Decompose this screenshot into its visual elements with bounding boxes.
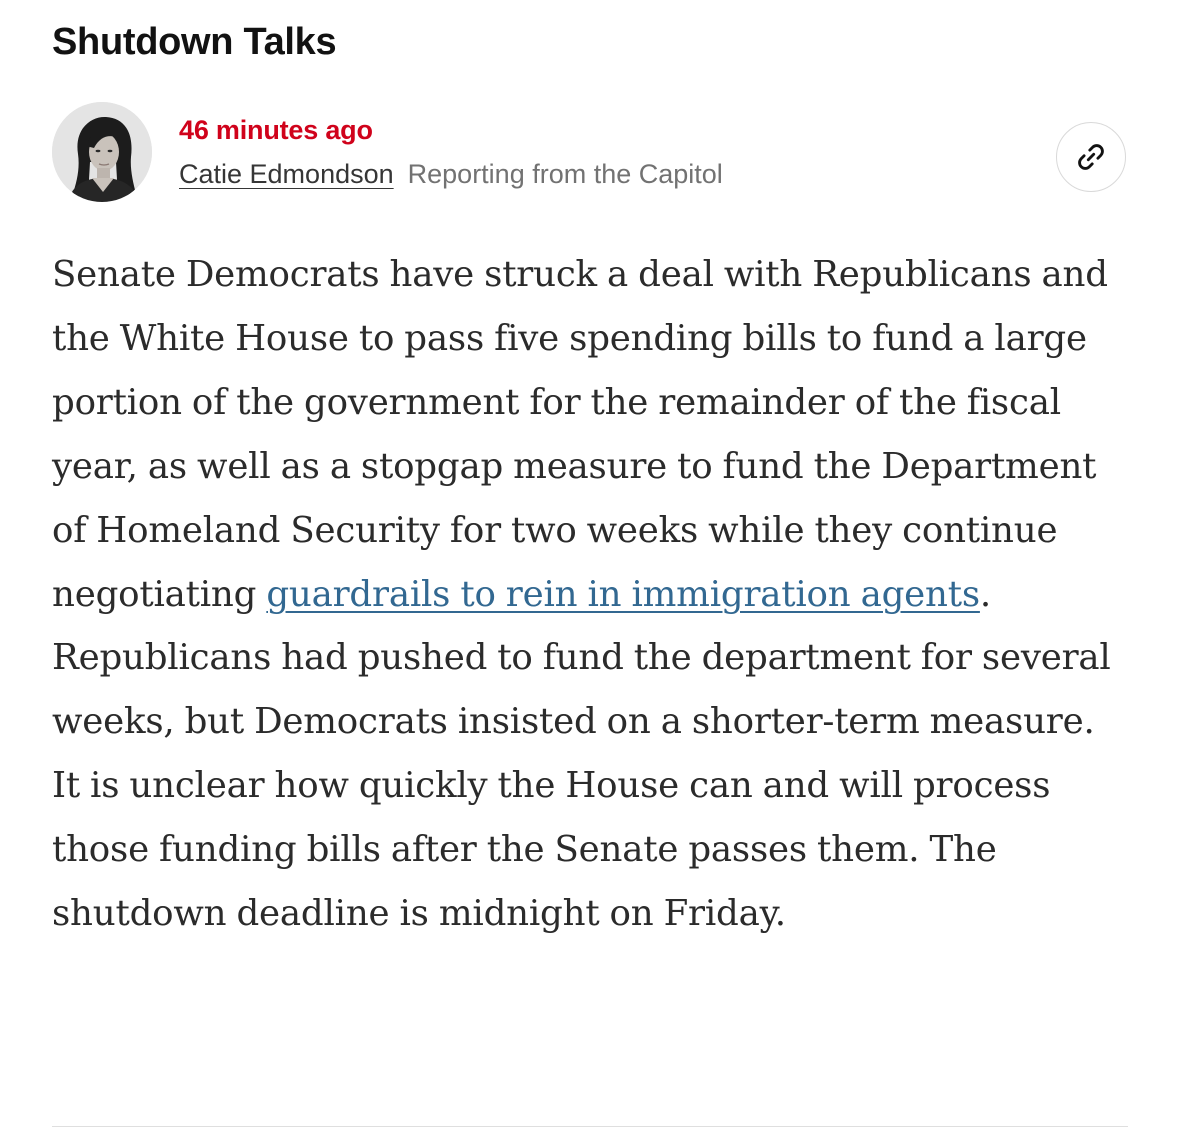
body-text-part-2: . Republicans had pushed to fund the department for several weeks, but Democrats insisted on a shorter-term measure. It is unclear how quickly the House can and will process those funding bills after the Senate passes them. The shutdown deadline is midnight on Friday. (52, 573, 1111, 935)
timestamp: 46 minutes ago (179, 115, 373, 145)
author-avatar[interactable] (52, 102, 152, 202)
body-text-part-1: Senate Democrats have struck a deal with Republicans and the White House to pass five spending bills to fund a large portion of the government for the remainder of the fiscal year, as well as a stopgap measure to fund the Department of Homeland Security for two weeks while they continue negotiating (52, 254, 1108, 615)
byline (52, 102, 1128, 206)
section-divider (52, 1126, 1128, 1127)
author-photo-icon (52, 102, 152, 202)
link-icon (1073, 139, 1109, 175)
copy-link-button[interactable] (1056, 122, 1126, 192)
immigration-guardrails-link[interactable]: guardrails to rein in immigration agents (266, 573, 980, 615)
section-title: Shutdown Talks (52, 21, 337, 63)
author-name-link[interactable]: Catie Edmondson (179, 159, 394, 189)
reporting-location: Reporting from the Capitol (407, 159, 723, 189)
author-line (179, 154, 723, 194)
article-body (52, 243, 1132, 946)
